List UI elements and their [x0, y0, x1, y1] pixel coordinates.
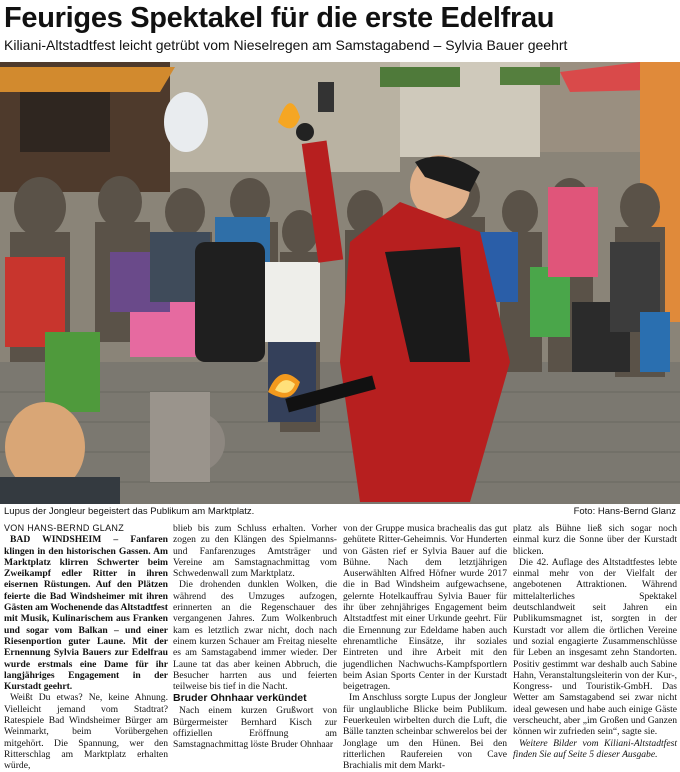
more-photos-note: Weitere Bilder vom Kiliani-Altstadtfest finden Sie auf Seite 5 dieser Ausgabe.	[513, 737, 677, 760]
lead-paragraph: BAD WINDSHEIM – Fanfaren klingen in den historischen Gassen. Am Marktplatz klirren Schwerter beim Zweikampf edler Ritter in ihren eisernen Rüstungen. Auf den Plätzen feierte die Bad Windsheimer mit ihren Gästen am Wochenende das Altstadtfest mit Musik, Kulinarischem aus Franken und sogar vom Balkan – und einer Riesenportion guter Laune. Mit der Ernennung Sylvia Bauers zur Edelfrau wurde erstmals eine Dame für ihr langjähriges Engagement in der Kurstadt geehrt.	[4, 534, 168, 693]
photo-credit: Foto: Hans-Bernd Glanz	[573, 506, 676, 517]
headline: Feuriges Spektakel für die erste Edelfrau	[4, 2, 555, 34]
byline: VON HANS-BERND GLANZ	[4, 523, 125, 533]
subheadline: Kiliani-Altstadtfest leicht getrübt vom Nieselregen am Samstagabend – Sylvia Bauer geehrt	[4, 37, 568, 53]
paragraph: platz als Bühne ließ sich sogar noch einmal kurz die Sonne über der Kurstadt blicken.	[513, 523, 677, 557]
paragraph: Nach einem kurzen Grußwort von Bürgermeister Bernhard Kisch zur offiziellen Eröffnung am Samstagnachmittag löste Bruder Ohnhaar	[173, 705, 337, 751]
article-column-4	[513, 523, 677, 760]
article-column-3	[343, 523, 507, 772]
paragraph: Die drohenden dunklen Wolken, die während des Umzuges aufzogen, erinnerten an die Regenschauer des vergangenen Jahres. Zum Wolkenbruch kam es letztlich zwar nicht, doch nach einem kurzen Schauer am Freitag nieselte es am Samstagabend immer wieder. Der Laune tat das aber keinen Abbruch, die Besucher harrten aus und feierten teilweise bis tief in die Nacht.	[173, 579, 337, 693]
photo-caption-row	[4, 505, 676, 519]
paragraph: von der Gruppe musica brachealis das gut gehütete Ritter-Geheimnis. Vor Hunderten von Gästen rief er Sylvia Bauer auf die Bühne. Nach dem letztjährigen Auserwählten Alfred Höfner wurde 2017 die in Bad Windsheim aufgewachsene, gelernte Hotelkauffrau Sylvia Bauer für ihr über zehnjähriges Engagement beim Altstadtfest mit einer Urkunde geehrt. Für die Ernennung zur Edeldame haben auch ehrenamtliche Einsätze, ihr soziales Eintreten und ihre Arbeit mit den jugendlichen Nachwuchs-Kampfsportlern beim Asian Sports Center in der Kurstadt beigetragen.	[343, 523, 507, 693]
paragraph: Weißt Du etwas? Ne, keine Ahnung. Vielleicht jemand vom Stadtrat? Ratespiele Bad Windsheimer Bürger am Weinmarkt, beim Vorübergehen mitgehört. Die Spannung, wer den Ritterschlag am Marktplatz erhalten würde,	[4, 692, 168, 772]
paragraph: blieb bis zum Schluss erhalten. Vorher zogen zu den Klängen des Spielmanns- und Fanfarenzuges Amtsträger und Vereine am Samstagnachmittag vom Schwedenwall zum Marktplatz.	[173, 523, 337, 580]
article-column-2	[173, 523, 337, 751]
photo-caption: Lupus der Jongleur begeistert das Publikum am Marktplatz.	[4, 506, 255, 517]
paragraph: Die 42. Auflage des Altstadtfestes lebte einmal mehr von der Vielfalt der angebotenen Attraktionen. Während mittelalterliches Spektakel deutschlandweit seit Jahren ein Publikumsmagnet ist, sorgten in der Kurstadt vor allem die örtlichen Vereine und sozial engagierte Zusammenschlüsse für Leben an insgesamt zehn Standorten. Positiv gestimmt war deshalb auch Sabine Hahn, Veranstaltungsleiterin von der Kur-, Kongress- und Touristik-GmbH. Das Wetter am Samstagabend sei zwar nicht ideal gewesen und habe auch einige Gäste verscheucht, aber „im Großen und Ganzen können wir zufrieden sein“, sagte sie.	[513, 556, 677, 738]
article-column-1	[4, 523, 168, 772]
section-subhead: Bruder Ohnhaar verkündet	[173, 692, 307, 705]
paragraph: Im Anschluss sorgte Lupus der Jongleur für unglaubliche Blicke beim Publikum. Feuerkeulen wirbelten durch die Luft, die Bälle tanzten scheinbar schwerelos bei der Jonglage um den Hünen. Bei den ritterlichen Raufereien von Cave Brachialis mit dem Markt-	[343, 692, 507, 772]
article-photo	[0, 62, 680, 504]
